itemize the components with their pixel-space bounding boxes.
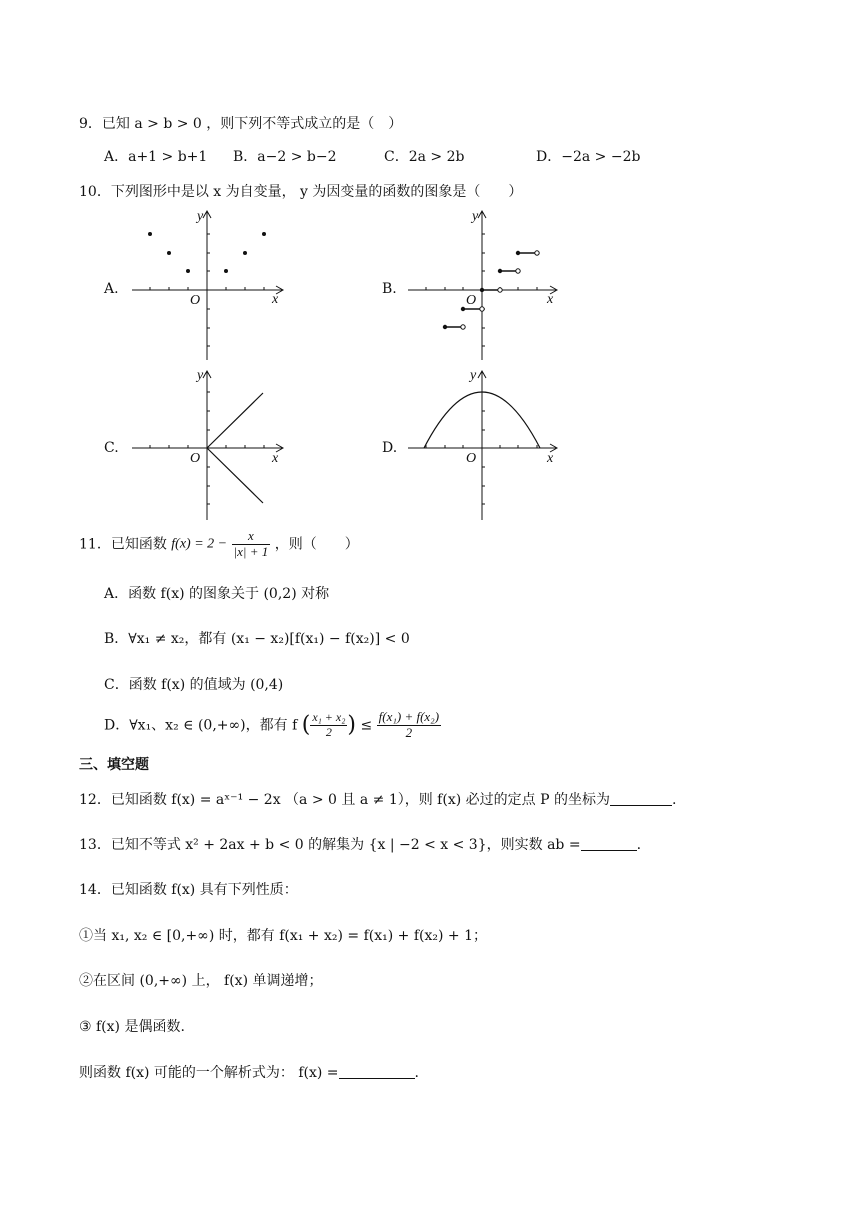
q9-stem: 9．已知 a > b > 0 ，则下列不等式成立的是（ ）: [79, 116, 403, 132]
q12-end: .: [671, 792, 677, 808]
q14-answer-blank[interactable]: [339, 1065, 415, 1079]
q13-end: .: [636, 837, 642, 853]
q14-end: .: [414, 1065, 419, 1081]
q9-option-d: D．−2a > −2b: [536, 149, 641, 165]
q11-option-b: B．∀x₁ ≠ x₂，都有 (x₁ − x₂)[f(x₁) − f(x₂)] < 0: [104, 631, 410, 647]
q11-option-c: C．函数 f(x) 的值域为 (0,4): [104, 677, 284, 693]
q9-option-b: B．a−2 > b−2: [233, 149, 337, 165]
graph-a-y-label: y: [197, 209, 204, 224]
q13-answer-blank[interactable]: [581, 837, 637, 851]
q14-property-3: ③ f(x) 是偶函数.: [79, 1019, 185, 1035]
graph-d-y-label: y: [470, 368, 477, 383]
q14-stem: 14．已知函数 f(x) 具有下列性质：: [79, 882, 298, 898]
q14-ask-text: 则函数 f(x) 可能的一个解析式为： f(x) =: [79, 1065, 339, 1081]
q14-property-2: ②在区间 (0,+∞) 上， f(x) 单调递增；: [79, 973, 323, 989]
q11-option-a: A．函数 f(x) 的图象关于 (0,2) 对称: [104, 586, 330, 602]
q11-formula-lhs: f(x) = 2 −: [171, 536, 228, 552]
q14-property-1: ①当 x₁, x₂ ∈ [0,+∞) 时，都有 f(x₁ + x₂) = f(x₁) + f(x₂) + 1；: [79, 928, 487, 944]
q11-option-d-frac1-den: 2: [325, 724, 332, 739]
q9-option-c: C．2a > 2b: [384, 149, 465, 165]
q11-option-d: D．∀x₁、x₂ ∈ (0,+∞)，都有 f ( $\frac{\text{x₁ + x₂}}{2}$ ) ≤ $\frac{\text{f(x₁) + f(x₂)}}{2}$: [104, 709, 440, 740]
graph-c-y-label: y: [197, 368, 204, 383]
graph-a-origin: O: [190, 293, 201, 308]
q11-option-d-prefix: D．∀x₁、x₂ ∈ (0,+∞)，都有 f: [104, 717, 298, 734]
graph-d-label: D.: [382, 440, 398, 456]
graph-c-x-label: x: [272, 451, 279, 466]
q11-option-d-leq: ≤: [360, 717, 373, 734]
q14-ask: [79, 1065, 419, 1080]
graph-a-points: [148, 232, 266, 273]
q12-answer-blank[interactable]: [610, 792, 672, 806]
graph-c-rays: [207, 393, 263, 503]
graph-c-origin: O: [190, 451, 201, 466]
graph-d-parabola: [424, 392, 540, 448]
graph-a-label: A.: [104, 281, 119, 297]
graph-b-label: B.: [382, 281, 397, 297]
q13: [79, 837, 641, 852]
q11-option-d-frac2: [377, 710, 441, 741]
q10-stem: 10．下列图形中是以 x 为自变量， y 为因变量的函数的图象是（ ）: [79, 184, 523, 200]
graph-b-x-label: x: [547, 292, 554, 307]
q11-formula-den: |x| + 1: [233, 543, 269, 559]
graph-b-segments: [445, 253, 535, 327]
q9-option-a: A．a+1 > b+1: [104, 149, 208, 165]
graph-d-x-label: x: [547, 451, 554, 466]
graph-a-x-label: x: [272, 292, 279, 307]
graph-b-y-label: y: [472, 209, 479, 224]
q11-option-d-frac1-num: x₁ + x₂: [312, 710, 346, 725]
q12: [79, 792, 676, 807]
q11-stem: [79, 529, 359, 560]
q11-stem-prefix: 11．已知函数: [79, 536, 167, 553]
graph-b-origin: O: [466, 293, 477, 308]
q11-option-d-frac2-den: 2: [405, 724, 413, 740]
graph-d-origin: O: [466, 451, 477, 466]
q13-text: 13．已知不等式 x² + 2ax + b < 0 的解集为 {x | −2 < x < 3}，则实数 ab =: [79, 837, 581, 853]
q12-text: 12．已知函数 f(x) = aˣ⁻¹ − 2x （a > 0 且 a ≠ 1），则 f(x) 必过的定点 P 的坐标为: [79, 792, 610, 808]
q11-formula-fraction: [232, 529, 271, 560]
q11-formula-num: x: [232, 529, 271, 545]
q11-option-d-frac2-num: f(x₁) + f(x₂): [378, 709, 440, 724]
section-title: 三、填空题: [79, 757, 149, 773]
graph-c-label: C.: [104, 440, 119, 456]
q11-stem-suffix: ，则（ ）: [274, 536, 359, 553]
q11-option-d-frac1: [310, 711, 347, 740]
